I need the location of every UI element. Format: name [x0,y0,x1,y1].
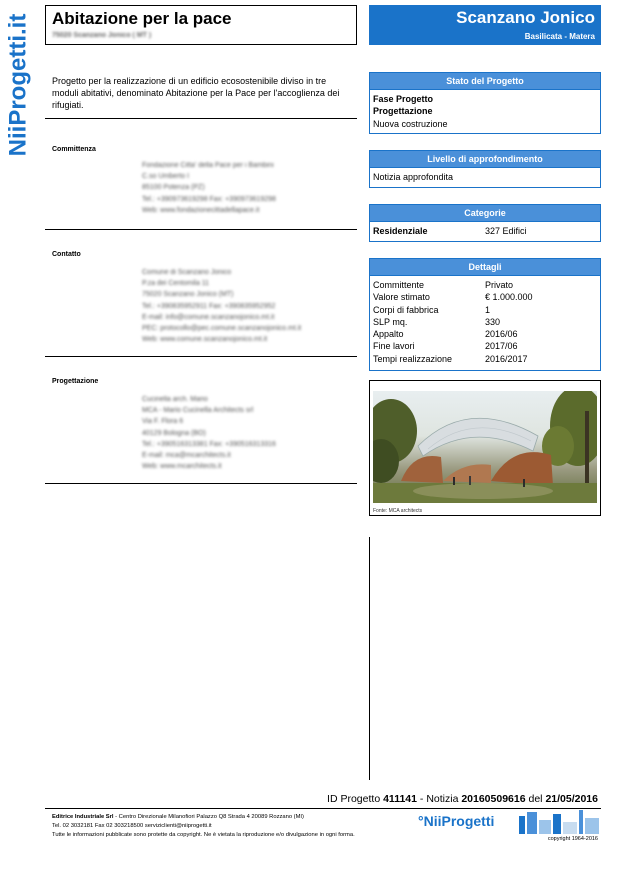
committenza-details [142,160,276,216]
skyline-graphic-icon [519,810,599,834]
contatto-label: Contatto [52,251,81,258]
dettagli-value: 2016/2017 [485,353,528,364]
dettagli-value: 330 [485,316,501,327]
contatto-line: Tel.: +390835952911 Fax: +390835952952 [142,302,276,310]
city-box [369,5,601,45]
footer-notice: Tutte le informazioni pubblicate sono protette da copyright. Ne è vietata la riproduzione e/o divulgazione in ogni forma. [52,832,355,838]
contatto-line: 75020 Scanzano Jonico (MT) [142,291,234,299]
del-label: del [525,793,546,805]
committenza-line: C.so Umberto I [142,173,190,181]
project-title-box [45,5,357,45]
tipo-intervento: Nuova costruzione [373,118,448,129]
contatto-line: Web: www.comune.scanzanojonico.mt.it [142,336,268,344]
dettagli-key: Fine lavori [373,341,415,352]
progettazione-line: 40129 Bologna (BO) [142,429,206,437]
dettagli-panel [369,258,601,371]
divider [45,356,357,357]
committenza-label: Committenza [52,146,96,153]
contatto-line: P.za dei Centomila 11 [142,280,210,288]
dettagli-key: Appalto [373,329,404,340]
progettazione-details [142,394,276,472]
dettagli-row [373,353,597,365]
city-name: Scanzano Jonico [456,8,595,27]
dettagli-heading: Dettagli [370,259,600,276]
progettazione-line: Via F. Flora 6 [142,418,184,426]
dettagli-value: 2016/06 [485,329,518,340]
livello-panel [369,150,601,188]
progettazione-line: Tel.: +390516313381 Fax: +390516313316 [142,440,276,448]
progettazione-line: E-mail: mca@mcarchitects.it [142,452,231,460]
dettagli-row [373,291,597,303]
progettazione-label: Progettazione [52,378,99,385]
dettagli-row [373,328,597,340]
image-caption: Fonte: MCA architects [373,508,423,514]
categorie-heading: Categorie [370,205,600,222]
niiprogetti-footer-logo: °NiiProgetti [418,813,495,829]
contatto-line: PEC: protocollo@pec.comune.scanzanojonico.mt.it [142,325,302,333]
contatto-line: Comune di Scanzano Jonico [142,269,232,276]
dettagli-value: € 1.000.000 [485,292,533,303]
project-rendering-image [373,391,597,503]
news-value: 20160509616 [461,793,526,805]
project-description: Progetto per la realizzazione di un edificio ecosostenibile diviso in tre moduli abitativi, denominato Abitazione per la Pace per l'accoglienza dei rifugiati. [52,76,340,110]
project-title: Abitazione per la pace [52,9,232,28]
project-image-panel [369,380,601,516]
divider [45,483,357,484]
project-location: 75020 Scanzano Jonico ( MT ) [52,32,152,39]
dettagli-key: SLP mq. [373,316,408,327]
contatto-line: E-mail: info@comune.scanzanojonico.mt.it [142,313,275,321]
committenza-line: Fondazione Citta' della Pace per i Bambini [142,162,274,169]
project-id-line [327,793,598,805]
dettagli-key: Tempi realizzazione [373,353,453,364]
livello-value: Notizia approfondita [373,172,454,182]
copyright: copyright 1964-2016 [547,836,598,842]
fase-progetto-value: Progettazione [373,106,433,117]
region-name: Basilicata - Matera [524,32,595,41]
categoria-value: 327 Edifici [485,226,527,236]
committenza-line: Web: www.fondazionecittadellapace.it [142,206,260,214]
footer-info [52,813,412,840]
dettagli-row [373,316,597,328]
progettazione-line: Cucinella arch. Mario [142,396,208,403]
committenza-line: Tel.: +390973619298 Fax: +390973619298 [142,195,276,203]
footer-divider [45,808,601,809]
categoria-name: Residenziale [373,226,428,236]
progettazione-line: Web: www.mcarchitects.it [142,463,222,471]
dettagli-value: 2017/06 [485,341,518,352]
fase-progetto-label: Fase Progetto [373,94,434,104]
progettazione-line: MCA - Mario Cucinella Architects srl [142,407,254,415]
committenza-line: 85100 Potenza (PZ) [142,184,205,192]
news-label: - Notizia [416,793,462,805]
footer-address: - Centro Direzionale Milanofiori Palazzo Q8 Strada 4 20089 Rozzano (MI) [113,814,304,820]
livello-heading: Livello di approfondimento [370,151,600,168]
id-label: ID Progetto [327,793,381,805]
contatto-details [142,267,301,345]
stato-progetto-panel [369,72,601,134]
dettagli-key: Corpi di fabbrica [373,304,439,315]
vertical-divider [369,537,370,780]
stato-progetto-heading: Stato del Progetto [370,73,600,90]
date-value: 21/05/2016 [545,793,598,805]
divider [45,118,357,119]
dettagli-row [373,340,597,352]
dettagli-key: Committente [373,280,425,290]
categoria-row [373,225,597,237]
dettagli-value: Privato [485,280,514,290]
dettagli-key: Valore stimato [373,292,430,303]
footer-company: Editrice Industriale Srl [52,814,114,820]
niiprogetti-vertical-logo: NiiProgetti.it [4,13,32,157]
footer-contacts: Tel. 02 3032181 Fax 02 303218500 serviziclienti@niiprogetti.it [52,823,212,829]
dettagli-value: 1 [485,304,491,315]
dettagli-row [373,304,597,316]
id-value: 411141 [383,793,417,805]
categorie-panel [369,204,601,242]
divider [45,229,357,230]
dettagli-row [373,279,597,291]
